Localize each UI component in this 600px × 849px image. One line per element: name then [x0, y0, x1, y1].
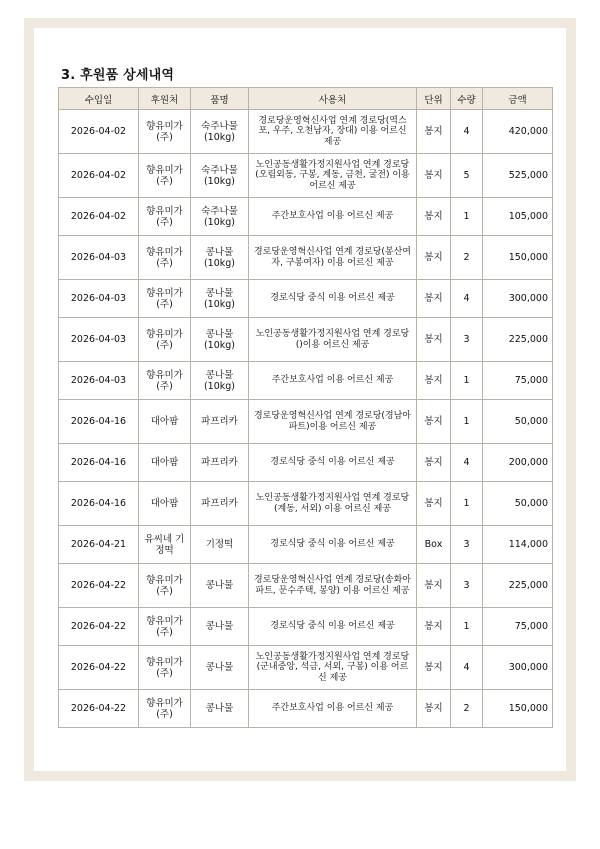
cell-item: 콩나물(10kg)	[191, 236, 249, 280]
cell-date: 2026-04-02	[59, 110, 139, 154]
cell-unit: 봉지	[417, 690, 451, 728]
cell-qty: 4	[451, 444, 483, 482]
cell-unit: 봉지	[417, 318, 451, 362]
cell-item: 파프리카	[191, 400, 249, 444]
cell-amount: 150,000	[483, 236, 553, 280]
cell-item: 콩나물(10kg)	[191, 362, 249, 400]
cell-date: 2026-04-16	[59, 400, 139, 444]
cell-unit: 봉지	[417, 482, 451, 526]
cell-donor: 향유미가(주)	[139, 280, 191, 318]
cell-donor: 향유미가(주)	[139, 110, 191, 154]
header-amount: 금액	[483, 88, 553, 110]
cell-item: 콩나물	[191, 646, 249, 690]
table-row	[59, 362, 553, 400]
table-row	[59, 526, 553, 564]
cell-qty: 1	[451, 608, 483, 646]
cell-unit: 봉지	[417, 198, 451, 236]
table-row	[59, 482, 553, 526]
table-row	[59, 400, 553, 444]
header-qty: 수량	[451, 88, 483, 110]
page-frame	[24, 18, 576, 781]
cell-qty: 5	[451, 154, 483, 198]
cell-unit: 봉지	[417, 564, 451, 608]
cell-unit: 봉지	[417, 110, 451, 154]
cell-unit: 봉지	[417, 236, 451, 280]
cell-qty: 3	[451, 318, 483, 362]
table-row	[59, 318, 553, 362]
cell-donor: 향유미가(주)	[139, 198, 191, 236]
cell-amount: 105,000	[483, 198, 553, 236]
cell-date: 2026-04-03	[59, 280, 139, 318]
cell-item: 숙주나물(10kg)	[191, 198, 249, 236]
cell-use: 경로식당 중식 이용 어르신 제공	[249, 280, 417, 318]
table-row	[59, 564, 553, 608]
cell-amount: 50,000	[483, 482, 553, 526]
table-row	[59, 690, 553, 728]
cell-donor: 향유미가(주)	[139, 690, 191, 728]
header-item: 품명	[191, 88, 249, 110]
cell-item: 콩나물	[191, 608, 249, 646]
cell-unit: 봉지	[417, 444, 451, 482]
cell-amount: 75,000	[483, 608, 553, 646]
cell-date: 2026-04-21	[59, 526, 139, 564]
cell-use: 경로식당 중식 이용 어르신 제공	[249, 608, 417, 646]
cell-donor: 유씨네 기정떡	[139, 526, 191, 564]
cell-amount: 300,000	[483, 280, 553, 318]
cell-item: 콩나물(10kg)	[191, 318, 249, 362]
cell-unit: 봉지	[417, 400, 451, 444]
cell-qty: 2	[451, 236, 483, 280]
cell-donor: 향유미가(주)	[139, 608, 191, 646]
header-use: 사용처	[249, 88, 417, 110]
section-title: 3. 후원품 상세내역	[61, 68, 175, 83]
cell-date: 2026-04-02	[59, 154, 139, 198]
cell-date: 2026-04-22	[59, 646, 139, 690]
cell-date: 2026-04-22	[59, 564, 139, 608]
cell-donor: 향유미가(주)	[139, 646, 191, 690]
table-row	[59, 444, 553, 482]
document-sheet	[34, 28, 566, 771]
header-date: 수입일	[59, 88, 139, 110]
cell-donor: 향유미가(주)	[139, 236, 191, 280]
cell-item: 숙주나물(10kg)	[191, 154, 249, 198]
cell-date: 2026-04-22	[59, 690, 139, 728]
cell-amount: 225,000	[483, 564, 553, 608]
cell-unit: 봉지	[417, 362, 451, 400]
cell-date: 2026-04-02	[59, 198, 139, 236]
cell-unit: 봉지	[417, 608, 451, 646]
table-header-row	[59, 88, 553, 110]
cell-item: 콩나물	[191, 690, 249, 728]
cell-item: 파프리카	[191, 444, 249, 482]
cell-item: 파프리카	[191, 482, 249, 526]
cell-qty: 3	[451, 564, 483, 608]
header-donor: 후원처	[139, 88, 191, 110]
table-row	[59, 608, 553, 646]
table-row	[59, 110, 553, 154]
cell-use: 노인공동생활가정지원사업 연계 경로당(군내중앙, 석금, 서외, 구봉) 이용 어르신 제공	[249, 646, 417, 690]
cell-qty: 3	[451, 526, 483, 564]
cell-item: 콩나물(10kg)	[191, 280, 249, 318]
cell-amount: 114,000	[483, 526, 553, 564]
cell-item: 콩나물	[191, 564, 249, 608]
table-row	[59, 646, 553, 690]
cell-use: 경로당운영혁신사업 연계 경로당(경남아파트)이용 어르신 제공	[249, 400, 417, 444]
cell-unit: 봉지	[417, 154, 451, 198]
cell-donor: 대아팜	[139, 482, 191, 526]
cell-amount: 200,000	[483, 444, 553, 482]
cell-donor: 대아팜	[139, 444, 191, 482]
cell-amount: 225,000	[483, 318, 553, 362]
cell-date: 2026-04-22	[59, 608, 139, 646]
cell-qty: 1	[451, 482, 483, 526]
table-row	[59, 236, 553, 280]
cell-date: 2026-04-16	[59, 482, 139, 526]
table-row	[59, 280, 553, 318]
cell-amount: 525,000	[483, 154, 553, 198]
cell-donor: 향유미가(주)	[139, 154, 191, 198]
cell-date: 2026-04-03	[59, 318, 139, 362]
cell-donor: 향유미가(주)	[139, 318, 191, 362]
cell-use: 경로식당 중식 이용 어르신 제공	[249, 444, 417, 482]
table-row	[59, 198, 553, 236]
cell-amount: 75,000	[483, 362, 553, 400]
cell-use: 노인공동생활가정지원사업 연계 경로당(계동, 서외) 이용 어르신 제공	[249, 482, 417, 526]
cell-qty: 1	[451, 400, 483, 444]
cell-qty: 2	[451, 690, 483, 728]
cell-use: 주간보호사업 이용 어르신 제공	[249, 362, 417, 400]
cell-qty: 1	[451, 362, 483, 400]
cell-amount: 300,000	[483, 646, 553, 690]
cell-unit: 봉지	[417, 646, 451, 690]
header-unit: 단위	[417, 88, 451, 110]
cell-use: 노인공동생활가정지원사업 연계 경로당()이용 어르신 제공	[249, 318, 417, 362]
cell-qty: 4	[451, 110, 483, 154]
cell-date: 2026-04-03	[59, 236, 139, 280]
cell-donor: 대아팜	[139, 400, 191, 444]
cell-unit: Box	[417, 526, 451, 564]
cell-unit: 봉지	[417, 280, 451, 318]
table-row	[59, 154, 553, 198]
cell-use: 경로당운영혁신사업 연계 경로당(봉산여자, 구봉여자) 이용 어르신 제공	[249, 236, 417, 280]
cell-use: 노인공동생활가정지원사업 연계 경로당(오림외동, 구봉, 계동, 금천, 굴전) 이용 어르신 제공	[249, 154, 417, 198]
cell-amount: 50,000	[483, 400, 553, 444]
donation-detail-table	[58, 87, 553, 728]
cell-amount: 150,000	[483, 690, 553, 728]
cell-qty: 4	[451, 646, 483, 690]
cell-use: 주간보호사업 이용 어르신 제공	[249, 690, 417, 728]
cell-use: 경로당운영혁신사업 연계 경로당(역스포, 우주, 오천남자, 장대) 이용 어르신 제공	[249, 110, 417, 154]
cell-date: 2026-04-03	[59, 362, 139, 400]
cell-qty: 4	[451, 280, 483, 318]
cell-donor: 향유미가(주)	[139, 362, 191, 400]
cell-item: 숙주나물(10kg)	[191, 110, 249, 154]
cell-item: 기정떡	[191, 526, 249, 564]
cell-use: 경로식당 중식 이용 어르신 제공	[249, 526, 417, 564]
cell-date: 2026-04-16	[59, 444, 139, 482]
cell-use: 경로당운영혁신사업 연계 경로당(송화아파트, 문수주택, 봉양) 이용 어르신 제공	[249, 564, 417, 608]
cell-donor: 향유미가(주)	[139, 564, 191, 608]
cell-use: 주간보호사업 이용 어르신 제공	[249, 198, 417, 236]
cell-qty: 1	[451, 198, 483, 236]
cell-amount: 420,000	[483, 110, 553, 154]
